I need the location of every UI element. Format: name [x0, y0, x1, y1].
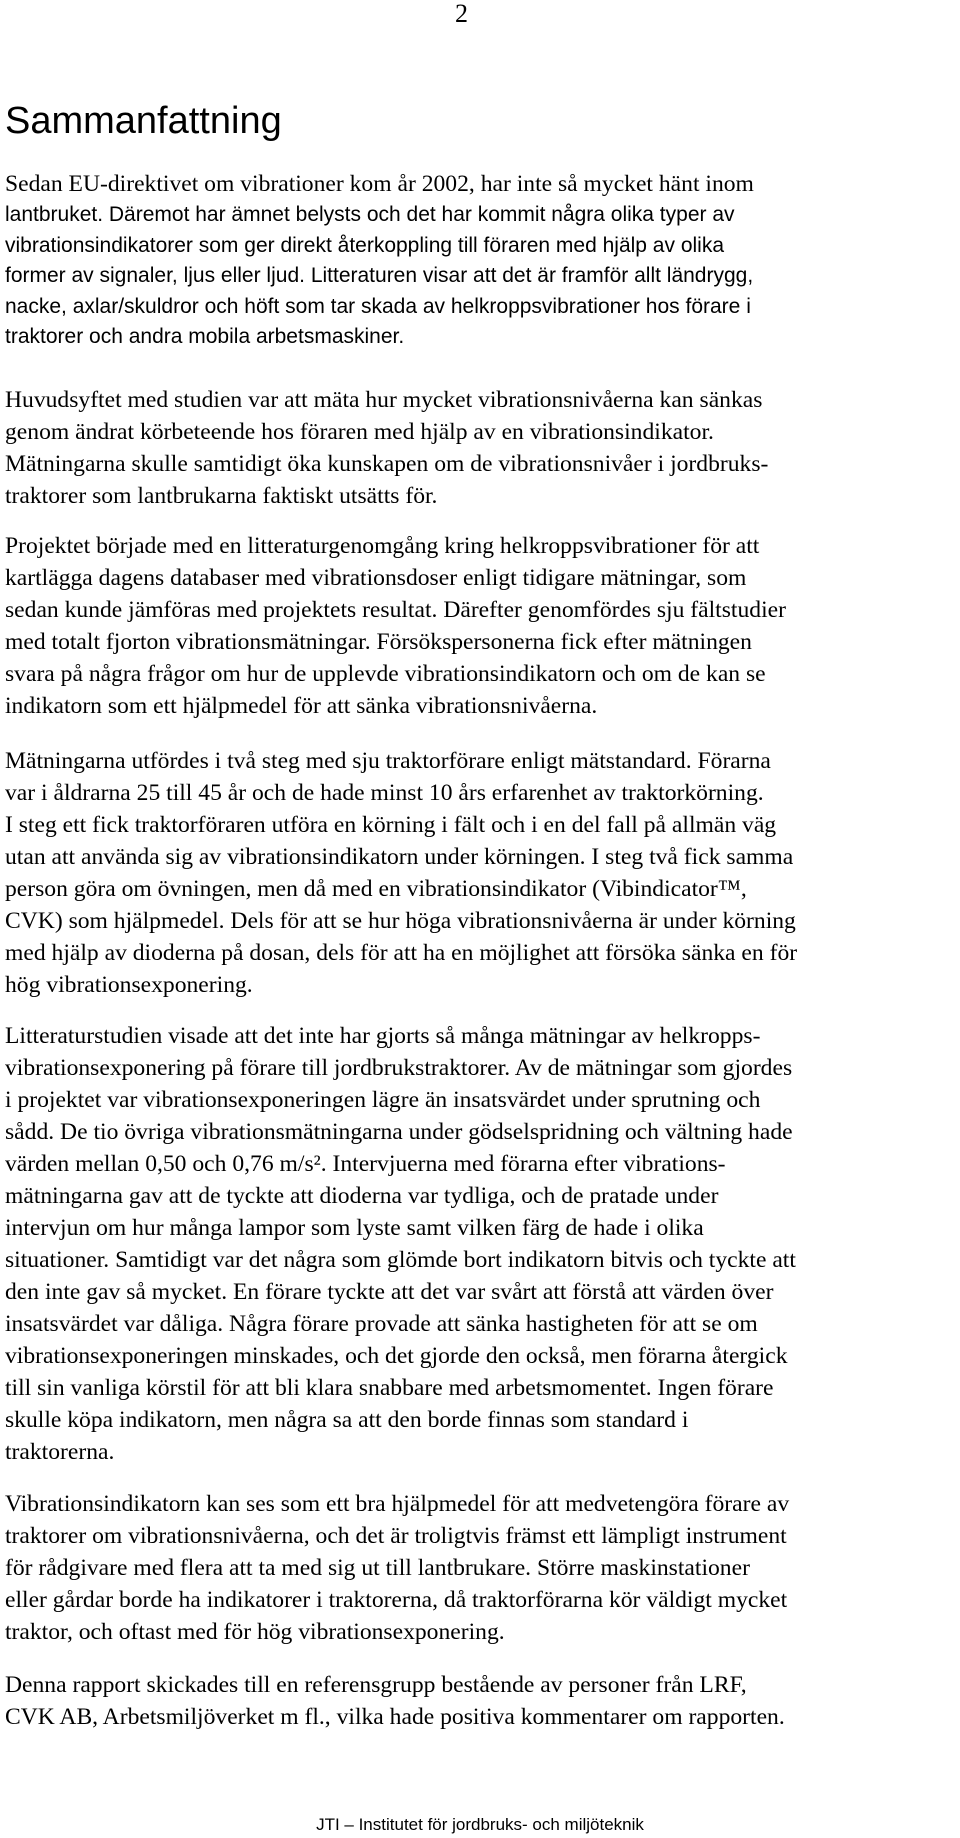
page-footer: JTI – Institutet för jordbruks- och miljöteknik [316, 1815, 644, 1834]
text-line: Projektet började med en litteraturgenomgång kring helkroppsvibrationer för att [5, 533, 760, 559]
text-line: värden mellan 0,50 och 0,76 m/s². Intervjuerna med förarna efter vibrations- [5, 1151, 726, 1177]
text-line: sedan kunde jämföras med projektets resultat. Därefter genomfördes sju fältstudier [5, 597, 786, 623]
text-line: person göra om övningen, men då med en vibrationsindikator (Vibindicator™, [5, 876, 747, 902]
text-line: traktorer och andra mobila arbetsmaskiner. [5, 325, 405, 349]
text-line: Vibrationsindikatorn kan ses som ett bra hjälpmedel för att medvetengöra förare av [5, 1491, 790, 1517]
text-segment: Litteraturen visar att det är framför allt ländrygg, [310, 264, 754, 288]
text-line: hög vibrationsexponering. [5, 972, 253, 998]
text-line: indikatorn som ett hjälpmedel för att sänka vibrationsnivåerna. [5, 693, 598, 719]
text-line: var i åldrarna 25 till 45 år och de hade minst 10 års erfarenhet av traktorkörning. [5, 780, 764, 806]
text-line [5, 261, 945, 292]
text-segment: former av signaler, ljus eller ljud. [5, 264, 305, 288]
text-line: Litteraturstudien visade att det inte har gjorts så många mätningar av helkropps- [5, 1023, 761, 1049]
text-line: vibrationsindikatorer som ger direkt återkoppling till föraren med hjälp av olika [5, 233, 725, 257]
text-line: sådd. De tio övriga vibrationsmätningarna under gödselspridning och vältning hade [5, 1119, 793, 1145]
text-line: kartlägga dagens databaser med vibrationsdoser enligt tidigare mätningar, som [5, 565, 747, 591]
text-line: intervjun om hur många lampor som lyste samt vilken färg de hade i olika [5, 1215, 704, 1241]
text-line: Huvudsyftet med studien var att mäta hur mycket vibrationsnivåerna kan sänkas [5, 387, 763, 413]
summary-paragraph-6 [5, 1488, 945, 1648]
text-line: svara på några frågor om hur de upplevde vibrationsindikatorn och om de kan se [5, 661, 766, 687]
text-line: eller gårdar borde ha indikatorer i traktorerna, då traktorförarna kör väldigt mycket [5, 1587, 788, 1613]
text-line: den inte gav så mycket. En förare tyckte att det var svårt att förstå att värden över [5, 1279, 774, 1305]
text-line: lantbruket. Däremot har ämnet belysts och det har kommit några olika typer av [5, 203, 735, 226]
page-title: Sammanfattning [5, 100, 282, 142]
text-line: CVK AB, Arbetsmiljöverket m fl., vilka hade positiva kommentarer om rapporten. [5, 1704, 785, 1730]
text-line: CVK) som hjälpmedel. Dels för att se hur höga vibrationsnivåerna är under körning [5, 908, 796, 934]
text-line: nacke, axlar/skuldror och höft som tar skada av helkroppsvibrationer hos förare i [5, 294, 751, 318]
summary-paragraph-3 [5, 530, 945, 722]
text-line: traktorer om vibrationsnivåerna, och det är troligtvis främst ett lämpligt instrument [5, 1523, 787, 1549]
text-line: traktorer som lantbrukarna faktiskt utsätts för. [5, 483, 438, 509]
text-line: genom ändrat körbeteende hos föraren med hjälp av en vibrationsindikator. [5, 419, 714, 445]
text-line: mätningarna gav att de tyckte att dioderna var tydliga, och de pratade under [5, 1183, 719, 1209]
text-line: utan att använda sig av vibrationsindikatorn under körningen. I steg två fick samma [5, 844, 794, 870]
text-line: i projektet var vibrationsexponeringen lägre än insatsvärdet under sprutning och [5, 1087, 761, 1113]
text-line: med totalt fjorton vibrationsmätningar. Försökspersonerna fick efter mätningen [5, 629, 752, 655]
page-number: 2 [455, 0, 468, 28]
text-line: vibrationsexponeringen minskades, och det gjorde den också, men förarna återgick [5, 1343, 788, 1369]
summary-paragraph-4 [5, 745, 945, 1001]
text-line: Mätningarna utfördes i två steg med sju traktorförare enligt mätstandard. Förarna [5, 748, 771, 774]
text-line: Denna rapport skickades till en referensgrupp bestående av personer från LRF, [5, 1672, 747, 1698]
summary-paragraph-7 [5, 1669, 945, 1733]
text-line: traktor, och oftast med för hög vibrationsexponering. [5, 1619, 505, 1645]
text-line: för rådgivare med flera att ta med sig ut till lantbrukare. Större maskinstationer [5, 1555, 750, 1581]
summary-paragraph-5 [5, 1020, 945, 1468]
summary-paragraph-1 [5, 168, 945, 353]
summary-paragraph-2 [5, 384, 945, 512]
text-line: I steg ett fick traktorföraren utföra en körning i fält och i en del fall på allmän väg [5, 812, 777, 838]
text-line: traktorerna. [5, 1439, 115, 1465]
text-line: vibrationsexponering på förare till jordbrukstraktorer. Av de mätningar som gjordes [5, 1055, 793, 1081]
text-line: Sedan EU-direktivet om vibrationer kom år 2002, har inte så mycket hänt inom [5, 171, 754, 197]
text-line: med hjälp av dioderna på dosan, dels för att ha en möjlighet att försöka sänka en för [5, 940, 798, 966]
text-line: Mätningarna skulle samtidigt öka kunskapen om de vibrationsnivåer i jordbruks- [5, 451, 769, 477]
text-line: skulle köpa indikatorn, men några sa att den borde finnas som standard i [5, 1407, 689, 1433]
text-line: situationer. Samtidigt var det några som glömde bort indikatorn bitvis och tyckte att [5, 1247, 796, 1273]
text-line: insatsvärdet var dåliga. Några förare provade att sänka hastigheten för att se om [5, 1311, 758, 1337]
text-line: till sin vanliga körstil för att bli klara snabbare med arbetsmomentet. Ingen förare [5, 1375, 774, 1401]
